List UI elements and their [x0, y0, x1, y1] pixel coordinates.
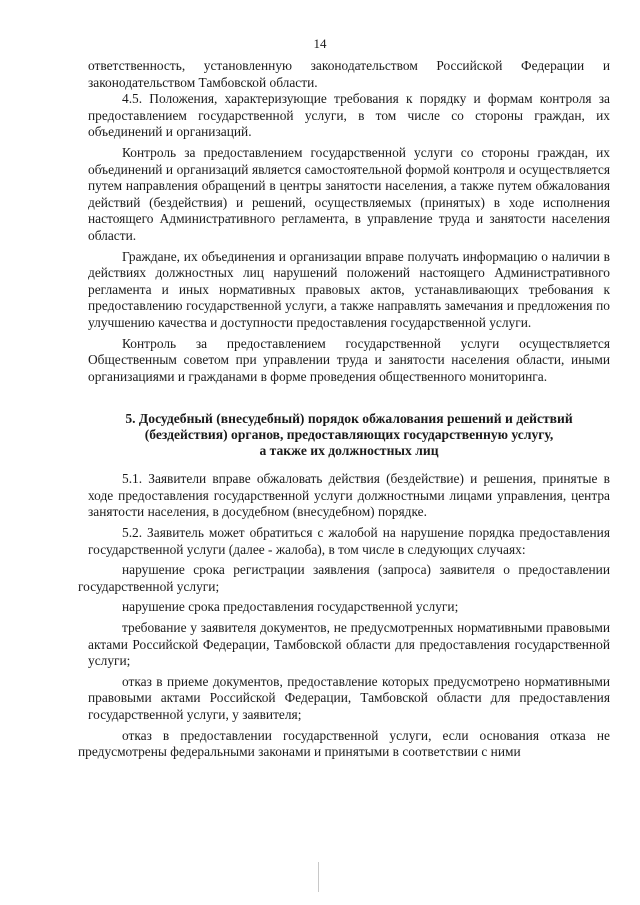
- paragraph-control-citizens: Контроль за предоставлением государственной услуги со стороны граждан, их объединений и организаций является самостоятельной формой контроля и осуществляется путем направления обращений в центры занятости населения, а также путем обжалования действий (бездействия) и решений, осуществляемых (принятых) в ходе исполнения настоящего Административного регламента, в управление труда и занятости населения области.: [88, 144, 610, 243]
- list-item-service-refusal: отказ в предоставлении государственной услуги, если основания отказа не предусмотрены федеральными законами и принятыми в соответствии с ними: [78, 727, 610, 760]
- paragraph-5-2: 5.2. Заявитель может обратиться с жалобой на нарушение порядка предоставления государственной услуги (далее - жалоба), в том числе в следующих случаях:: [88, 525, 610, 557]
- section-5-heading-line-3: а также их должностных лиц: [259, 443, 439, 459]
- page-number: 14: [313, 36, 327, 51]
- scan-artifact-line: [318, 862, 319, 892]
- paragraph-citizens-rights: Граждане, их объединения и организации вправе получать информацию о наличии в действиях должностных лиц нарушений положений настоящего Административного регламента и иных нормативных правовых актов, устанавливающих требования к предоставлению государственной услуги, а также направлять замечания и предложения по улучшению качества и доступности предоставления государственной услуги.: [88, 248, 610, 330]
- section-5-heading: [88, 411, 610, 459]
- paragraph-continuation: ответственность, установленную законодательством Российской Федерации и законодательством Тамбовской области.: [88, 58, 610, 90]
- list-item-document-refusal: отказ в приеме документов, предоставление которых предусмотрено нормативными правовыми актами Российской Федерации, Тамбовской области для предоставления государственной услуги, у заявителя;: [88, 673, 610, 722]
- section-5-heading-line-1: 5. Досудебный (внесудебный) порядок обжалования решений и действий: [125, 411, 573, 427]
- section-5-heading-line-2: (бездействия) органов, предоставляющих государственную услугу,: [144, 427, 554, 443]
- paragraph-public-council: Контроль за предоставлением государственной услуги осуществляется Общественным советом при управлении труда и занятости населения области, иными организациями и гражданами в форме проведения общественного мониторинга.: [88, 335, 610, 384]
- list-item-extra-documents: требование у заявителя документов, не предусмотренных нормативными правовыми актами Российской Федерации, Тамбовской области для предоставления государственной услуги;: [88, 620, 610, 669]
- list-item-service-deadline: нарушение срока предоставления государственной услуги;: [122, 599, 459, 615]
- paragraph-4-5: 4.5. Положения, характеризующие требования к порядку и формам контроля за предоставлением государственной услуги, в том числе со стороны граждан, их объединений и организаций.: [88, 91, 610, 140]
- list-item-registration-deadline: нарушение срока регистрации заявления (запроса) заявителя о предоставлении государственной услуги;: [78, 562, 610, 594]
- paragraph-5-1: 5.1. Заявители вправе обжаловать действия (бездействие) и решения, принятые в ходе предоставления государственной услуги должностными лицами управления, центра занятости населения, в досудебном (внесудебном) порядке.: [88, 471, 610, 520]
- document-body: [78, 58, 610, 761]
